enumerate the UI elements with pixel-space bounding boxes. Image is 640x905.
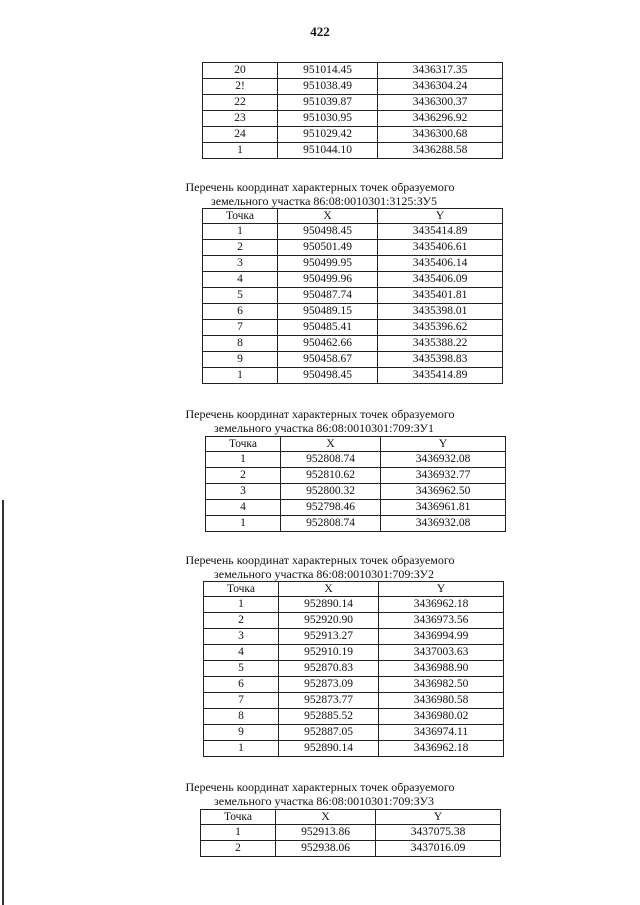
y-cell: 3436980.58 [379,693,504,709]
table-row [204,613,504,629]
point-cell: 1 [206,452,281,468]
x-cell: 951030.95 [278,111,378,127]
header-x: X [276,810,376,825]
y-cell: 3436317.35 [378,63,503,79]
table-row [203,111,503,127]
x-cell: 951039.87 [278,95,378,111]
table-row [203,272,503,288]
point-cell: 1 [206,516,281,532]
y-cell: 3437016.09 [376,841,501,857]
table-row [204,661,504,677]
y-cell: 3436974.11 [379,725,504,741]
y-cell: 3436980.02 [379,709,504,725]
table-row [203,127,503,143]
y-cell: 3436300.37 [378,95,503,111]
x-cell: 951014.45 [278,63,378,79]
x-cell: 952887.05 [279,725,379,741]
point-cell: 9 [203,352,278,368]
table-row [203,320,503,336]
section-heading-zu5: Перечень координат характерных точек образуемого земельного участка 86:08:0010301:3125:ЗУ5 [185,180,455,208]
y-cell: 3435398.01 [378,304,503,320]
point-cell: 22 [203,95,278,111]
point-cell: 1 [203,143,278,159]
coordinates-table-zu1 [205,436,506,532]
x-cell: 950462.66 [278,336,378,352]
y-cell: 3435406.61 [378,240,503,256]
table-row [201,825,501,841]
x-cell: 952798.46 [281,500,381,516]
x-cell: 951038.49 [278,79,378,95]
point-cell: 2 [206,468,281,484]
y-cell: 3436932.77 [381,468,506,484]
table-row [203,368,503,384]
table-row [204,709,504,725]
coordinates-table-zu3 [200,809,501,857]
coordinates-table-continued [202,62,503,159]
table-row [203,288,503,304]
y-cell: 3436288.58 [378,143,503,159]
x-cell: 952885.52 [279,709,379,725]
point-cell: 23 [203,111,278,127]
x-cell: 950485.41 [278,320,378,336]
table-row [204,725,504,741]
table-row [204,629,504,645]
coordinates-table-zu2 [203,581,504,757]
x-cell: 952890.14 [279,741,379,757]
point-cell: 2 [204,613,279,629]
x-cell: 952910.19 [279,645,379,661]
table-row [203,256,503,272]
point-cell: 24 [203,127,278,143]
y-cell: 3436961.81 [381,500,506,516]
x-cell: 950487.74 [278,288,378,304]
point-cell: 1 [201,825,276,841]
point-cell: 4 [206,500,281,516]
header-point: Точка [206,437,281,452]
table-row [203,63,503,79]
header-x: X [279,582,379,597]
point-cell: 6 [203,304,278,320]
y-cell: 3435401.81 [378,288,503,304]
y-cell: 3436962.18 [379,597,504,613]
page-number: 422 [310,24,330,39]
x-cell: 952913.86 [276,825,376,841]
coordinates-table-zu5 [202,208,503,384]
x-cell: 952920.90 [279,613,379,629]
y-cell: 3435406.09 [378,272,503,288]
table-row [203,79,503,95]
header-y: Y [378,209,503,224]
x-cell: 950499.96 [278,272,378,288]
header-point: Точка [204,582,279,597]
point-cell: 7 [203,320,278,336]
table-row [206,452,506,468]
point-cell: 2 [203,240,278,256]
y-cell: 3436300.68 [378,127,503,143]
point-cell: 1 [203,368,278,384]
header-x: X [281,437,381,452]
point-cell: 3 [203,256,278,272]
table-row [204,693,504,709]
scan-edge-line [2,500,4,905]
y-cell: 3436982.50 [379,677,504,693]
y-cell: 3436932.08 [381,516,506,532]
header-y: Y [381,437,506,452]
point-cell: 3 [204,629,279,645]
table-row [203,95,503,111]
table-row [204,677,504,693]
section-heading-zu3: Перечень координат характерных точек образуемого земельного участка 86:08:0010301:709:ЗУ3 [185,780,455,808]
x-cell: 952810.62 [281,468,381,484]
y-cell: 3435396.62 [378,320,503,336]
x-cell: 950489.15 [278,304,378,320]
y-cell: 3435414.89 [378,368,503,384]
y-cell: 3435398.83 [378,352,503,368]
point-cell: 5 [203,288,278,304]
y-cell: 3436988.90 [379,661,504,677]
y-cell: 3436962.50 [381,484,506,500]
table-row [203,224,503,240]
x-cell: 952938.06 [276,841,376,857]
point-cell: 2 [201,841,276,857]
y-cell: 3436994.99 [379,629,504,645]
y-cell: 3435414.89 [378,224,503,240]
y-cell: 3436962.18 [379,741,504,757]
point-cell: 9 [204,725,279,741]
table-row [203,336,503,352]
point-cell: 6 [204,677,279,693]
x-cell: 950501.49 [278,240,378,256]
point-cell: 8 [203,336,278,352]
x-cell: 952890.14 [279,597,379,613]
point-cell: 2! [203,79,278,95]
y-cell: 3437075.38 [376,825,501,841]
x-cell: 950498.45 [278,368,378,384]
table-row [201,841,501,857]
x-cell: 952873.77 [279,693,379,709]
point-cell: 1 [204,741,279,757]
x-cell: 952913.27 [279,629,379,645]
header-x: X [278,209,378,224]
x-cell: 950458.67 [278,352,378,368]
y-cell: 3436932.08 [381,452,506,468]
x-cell: 950499.95 [278,256,378,272]
point-cell: 5 [204,661,279,677]
x-cell: 952808.74 [281,516,381,532]
point-cell: 4 [204,645,279,661]
y-cell: 3437003.63 [379,645,504,661]
table-row [203,352,503,368]
x-cell: 951044.10 [278,143,378,159]
table-row [206,500,506,516]
header-point: Точка [203,209,278,224]
x-cell: 952873.09 [279,677,379,693]
table-row [204,597,504,613]
point-cell: 3 [206,484,281,500]
table-row [203,240,503,256]
point-cell: 4 [203,272,278,288]
point-cell: 1 [203,224,278,240]
section-heading-zu2: Перечень координат характерных точек образуемого земельного участка 86:08:0010301:709:ЗУ2 [185,553,455,581]
table-row [203,304,503,320]
section-heading-zu1: Перечень координат характерных точек образуемого земельного участка 86:08:0010301:709:ЗУ1 [185,407,455,435]
x-cell: 952808.74 [281,452,381,468]
table-row [206,484,506,500]
header-y: Y [376,810,501,825]
table-row [203,143,503,159]
x-cell: 950498.45 [278,224,378,240]
y-cell: 3435388.22 [378,336,503,352]
point-cell: 20 [203,63,278,79]
table-row [206,516,506,532]
y-cell: 3436296.92 [378,111,503,127]
header-point: Точка [201,810,276,825]
point-cell: 8 [204,709,279,725]
y-cell: 3436304.24 [378,79,503,95]
x-cell: 952800.32 [281,484,381,500]
table-row [204,645,504,661]
point-cell: 1 [204,597,279,613]
x-cell: 951029.42 [278,127,378,143]
header-y: Y [379,582,504,597]
table-row [206,468,506,484]
y-cell: 3435406.14 [378,256,503,272]
y-cell: 3436973.56 [379,613,504,629]
table-row [204,741,504,757]
x-cell: 952870.83 [279,661,379,677]
point-cell: 7 [204,693,279,709]
